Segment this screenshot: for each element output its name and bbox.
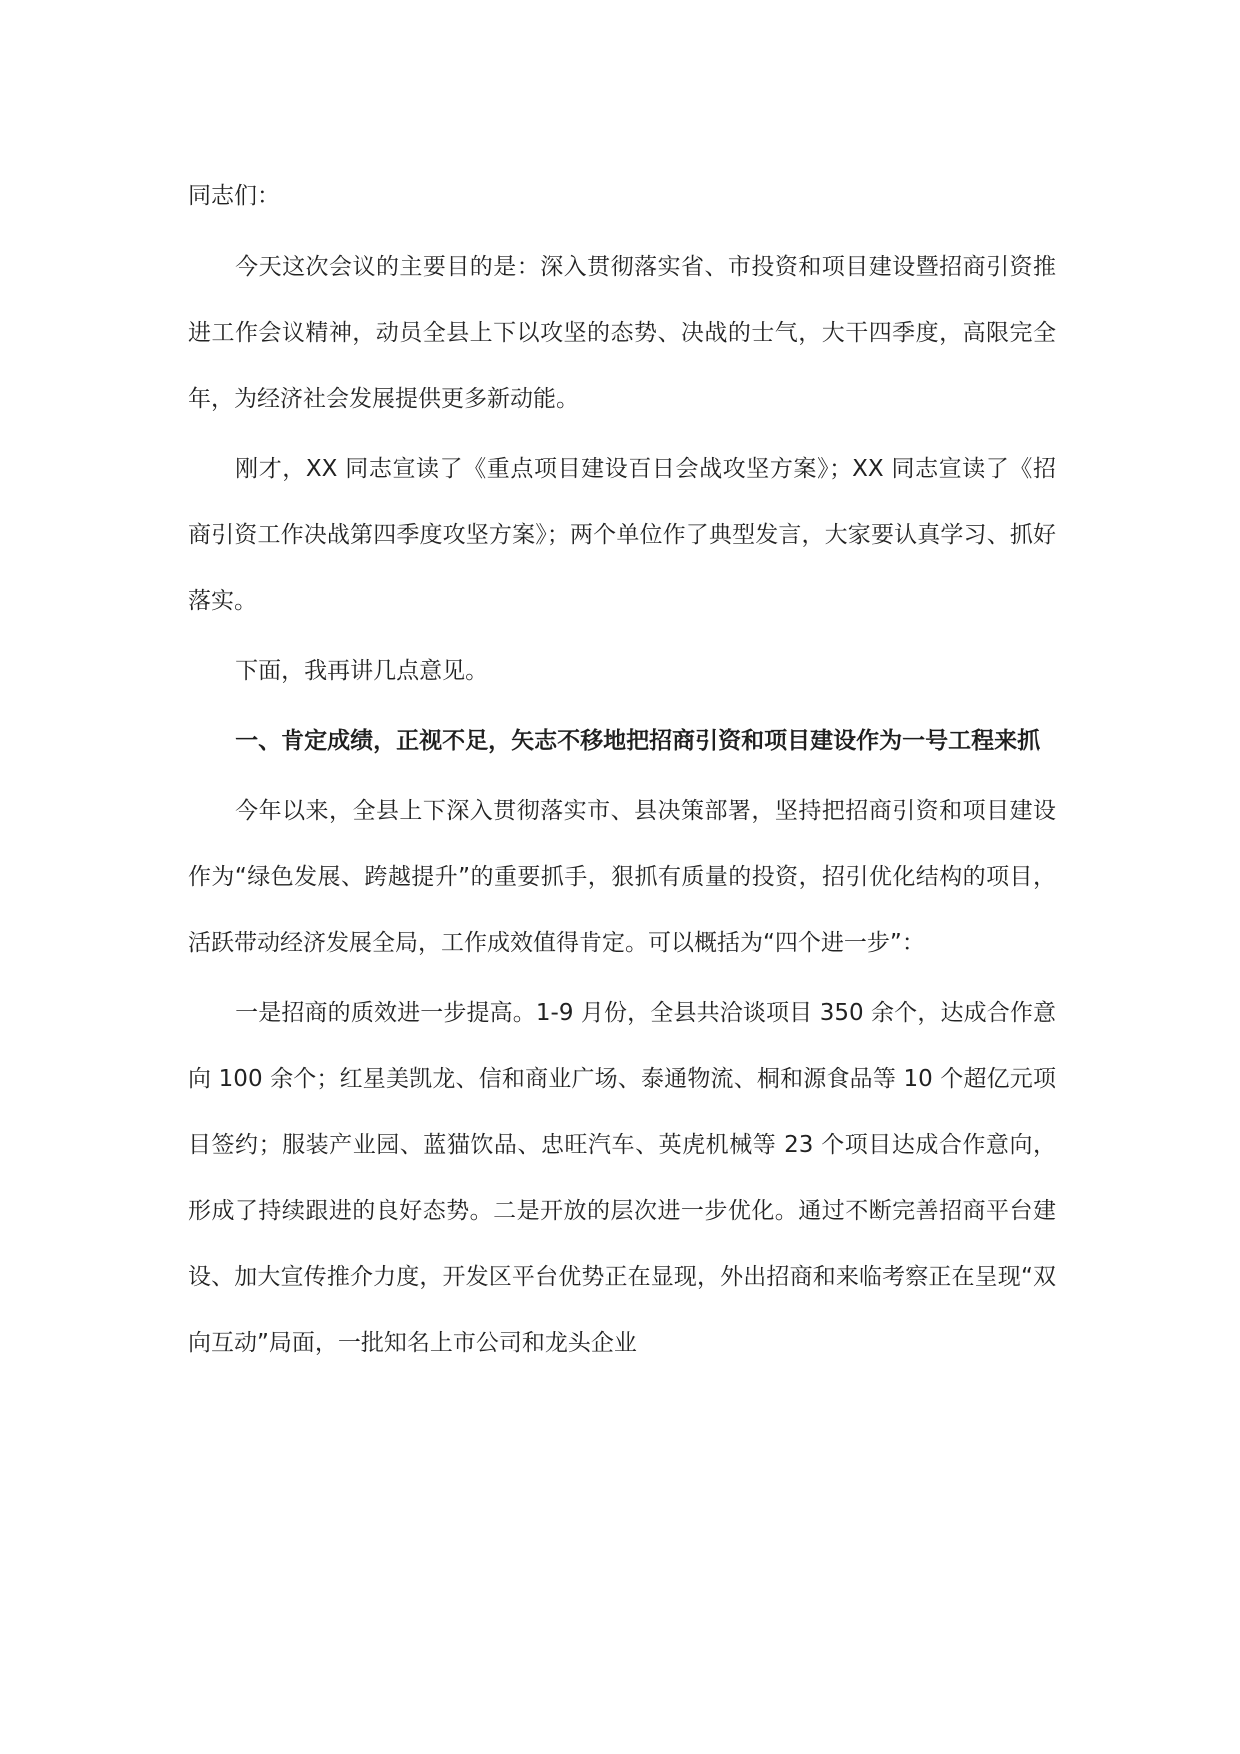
paragraph-opinions-intro: 下面，我再讲几点意见。 <box>235 658 489 684</box>
salutation: 同志们： <box>188 183 280 209</box>
section-heading: 一、肯定成绩，正视不足，矢志不移地把招商引资和项目建设作为一号工程来抓 <box>235 728 1041 754</box>
paragraph-investment-results: 一是招商的质效进一步提高。1-9 月份，全县共洽谈项目 350 余个，达成合作意向 100 余个；红星美凯龙、信和商业广场、泰通物流、桐和源食品等 10 个超亿元项目签约；服装产业园、蓝猫饮品、忠旺汽车、英虎机械等 23 个项目达成合作意向，形成了持续跟进的良好态势。二是开放的层次进一步优化。通过不断完善招商平台建设、加大宣传推介力度，开发区平台优势正在显现，外出招商和来临考察正在呈现“双向互动”局面，一批知名上市公司和龙头企业 <box>188 1000 1056 1356</box>
paragraph-achievements: 今年以来，全县上下深入贯彻落实市、县决策部署，坚持把招商引资和项目建设作为“绿色发展、跨越提升”的重要抓手，狠抓有质量的投资，招引优化结构的项目，活跃带动经济发展全局，工作成效值得肯定。可以概括为“四个进一步”： <box>188 798 1056 956</box>
paragraph-plans-read: 刚才，XX 同志宣读了《重点项目建设百日会战攻坚方案》；XX 同志宣读了《招商引资工作决战第四季度攻坚方案》；两个单位作了典型发言，大家要认真学习、抓好落实。 <box>188 456 1056 614</box>
document-body <box>188 163 1056 1376</box>
paragraph-meeting-purpose: 今天这次会议的主要目的是：深入贯彻落实省、市投资和项目建设暨招商引资推进工作会议精神，动员全县上下以攻坚的态势、决战的士气，大干四季度，高限完全年，为经济社会发展提供更多新动能。 <box>188 254 1056 412</box>
